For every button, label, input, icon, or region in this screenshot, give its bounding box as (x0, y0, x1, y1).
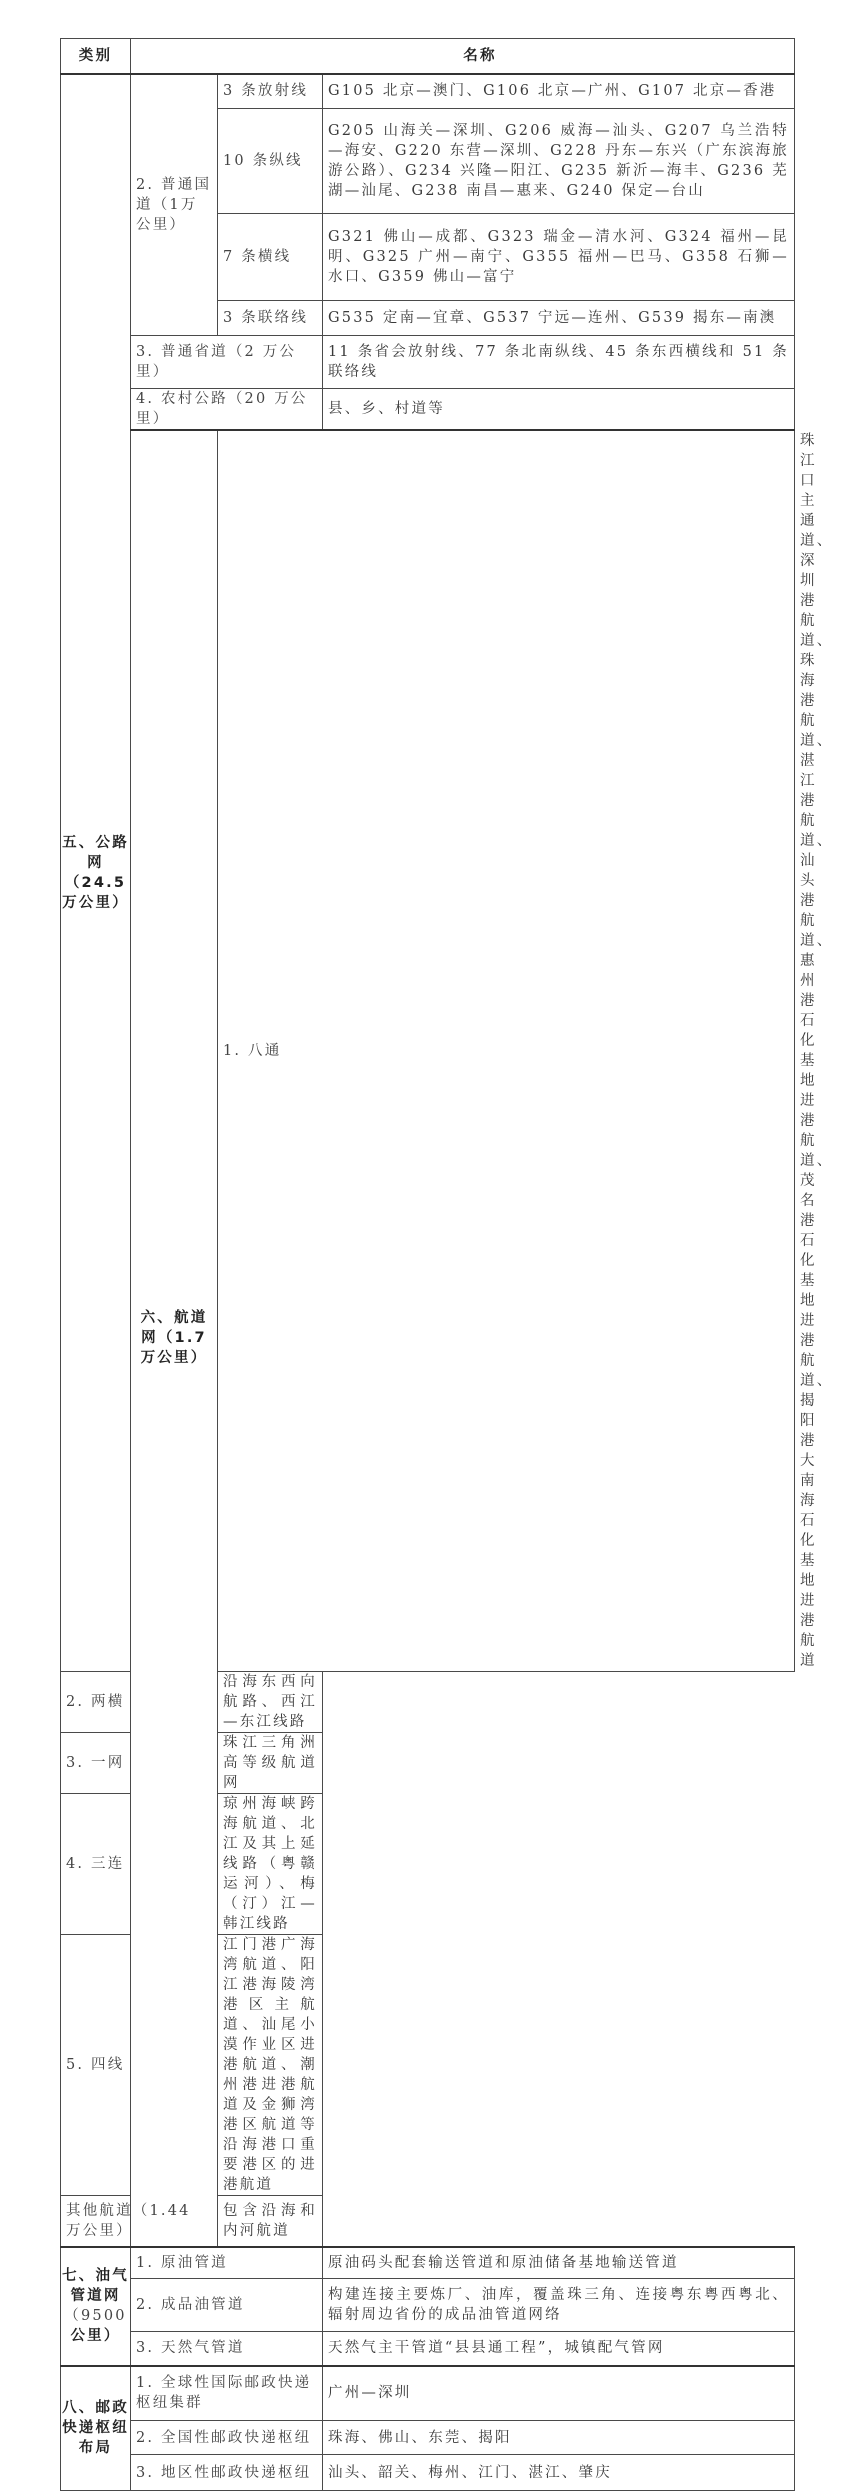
subcategory-label: 1. 全球性国际邮政快递枢纽集群 (131, 2366, 323, 2421)
table-row: 六、航道 网（1.7 万公里） 1. 八通 珠江口主通道、深圳港航道、珠海港航道、湛江港航道、汕头港航道、惠州港石化基地进港航道、茂名港石化基地进港航道、揭阳港大南海石化基地进港航道 (61, 430, 795, 1672)
category-label-line: 六、航道 (140, 1310, 208, 1327)
category-label-line: 万公里） (140, 1350, 208, 1367)
subcategory-label: 3 条联络线 (218, 301, 323, 336)
value-cell: G535 定南—宜章、G537 宁远—连州、G539 揭东—南澳 (323, 301, 795, 336)
table-row (61, 336, 795, 389)
subcategory-label: 3. 地区性邮政快递枢纽 (131, 2455, 323, 2491)
subcategory-label: 4. 农村公路（20 万公里） (131, 389, 323, 431)
value-cell: 珠江三角洲高等级航道网 (218, 1733, 323, 1794)
value-cell: G321 佛山—成都、G323 瑞金—清水河、G324 福州—昆明、G325 广州—南宁、G355 福州—巴马、G358 石狮—水口、G359 佛山—富宁 (323, 214, 795, 301)
value-cell: 汕头、韶关、梅州、江门、湛江、肇庆 (323, 2455, 795, 2491)
value-cell: 广州—深圳 (323, 2366, 795, 2421)
subcategory-label: 3. 一网 (61, 1733, 218, 1794)
category-label-line: 布局 (78, 2440, 113, 2457)
subcategory-label: 4. 三连 (61, 1794, 218, 1935)
table-row (61, 389, 795, 431)
subcategory-label: 1. 原油管道 (131, 2247, 323, 2279)
category-label-line: 七、油气 (62, 2268, 129, 2284)
table-row (61, 74, 795, 109)
header-category: 类别 (61, 39, 131, 74)
value-cell: G205 山海关—深圳、G206 威海—汕头、G207 乌兰浩特—海安、G220 东营—深圳、G228 丹东—东兴（广东滨海旅游公路）、G234 兴隆—阳江、G235 新沂—海丰、G236 芜湖—汕尾、G238 南昌—惠来、G240 保定—台山 (323, 109, 795, 214)
subcategory-label: 1. 八通 (218, 430, 795, 1672)
value-cell: 琼州海峡跨海航道、北江及其上延线路（粤赣运河）、梅（汀）江—韩江线路 (218, 1794, 323, 1935)
table-row (61, 1733, 795, 1794)
value-cell: 县、乡、村道等 (323, 389, 795, 431)
value-cell: 构建连接主要炼厂、油库，覆盖珠三角、连接粤东粤西粤北、辐射周边省份的成品油管道网络 (323, 2279, 795, 2332)
category-label-line: 万公里） (62, 894, 129, 911)
transport-network-table (60, 38, 834, 2491)
subcategory-national-road: 2. 普通国道（1万公里） (131, 74, 218, 336)
subcategory-label: 5. 四线 (61, 1935, 218, 2196)
value-cell: 11 条省会放射线、77 条北南纵线、45 条东西横线和 51 条联络线 (323, 336, 795, 389)
category-label-line: 管道网 (70, 2288, 121, 2304)
category-postal (61, 2366, 131, 2491)
value-cell: G105 北京—澳门、G106 北京—广州、G107 北京—香港 (323, 74, 795, 109)
category-highway (61, 74, 131, 1672)
table-row (61, 2421, 795, 2455)
value-cell: 天然气主干管道“县县通工程”，城镇配气管网 (323, 2332, 795, 2366)
category-label-line: 五、公路 (62, 834, 129, 851)
subcategory-label: 3. 普通省道（2 万公里） (131, 336, 323, 389)
subcategory-label: 其他航道（1.44 万公里） (61, 2196, 218, 2247)
table-row (61, 2196, 795, 2247)
value-cell: 沿海东西向航路、西江—东江线路 (218, 1672, 323, 1733)
category-label-line: 快递枢纽 (62, 2420, 129, 2437)
value-cell: 珠海、佛山、东莞、揭阳 (323, 2421, 795, 2455)
table-row (61, 2366, 795, 2421)
table-row (61, 1935, 795, 2196)
header-name: 名称 (131, 39, 795, 74)
category-pipeline (61, 2247, 131, 2366)
subcategory-label: 3. 天然气管道 (131, 2332, 323, 2366)
category-label-line: 网（1.7 (141, 1330, 207, 1347)
table-row (61, 1672, 795, 1733)
value-cell: 江门港广海湾航道、阳江港海陵湾港区主航道、汕尾小漠作业区进港航道、潮州港进港航道及金狮湾港区航道等沿海港口重要港区的进港航道 (218, 1935, 323, 2196)
table-row (61, 2279, 795, 2332)
subcategory-label: 3 条放射线 (218, 74, 323, 109)
category-label-line: （9500 (64, 2308, 127, 2324)
subcategory-label: 2. 成品油管道 (131, 2279, 323, 2332)
table-row (61, 2455, 795, 2491)
table-row (61, 2332, 795, 2366)
table-row (61, 2247, 795, 2279)
subcategory-label: 10 条纵线 (218, 109, 323, 214)
subcategory-label: 2. 全国性邮政快递枢纽 (131, 2421, 323, 2455)
table-row (61, 1794, 795, 1935)
category-label-line: 八、邮政 (62, 2400, 129, 2417)
subcategory-label: 2. 两横 (61, 1672, 218, 1733)
table-header-row (61, 39, 795, 74)
value-cell: 原油码头配套输送管道和原油储备基地输送管道 (323, 2247, 795, 2279)
category-label-line: 公里） (70, 2328, 121, 2344)
category-label-line: 网（24.5 (64, 854, 127, 891)
value-cell: 包含沿海和内河航道 (218, 2196, 323, 2247)
subcategory-label: 7 条横线 (218, 214, 323, 301)
